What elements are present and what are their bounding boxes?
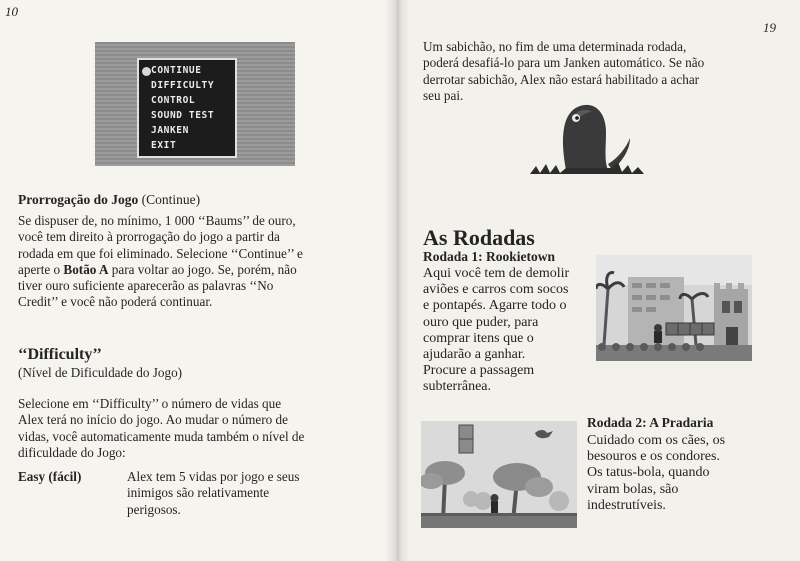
easy-label: Easy (fácil) (18, 469, 82, 484)
menu-item-control: CONTROL (151, 95, 196, 106)
round1-description (423, 266, 593, 396)
button-a-label: Botão A (63, 261, 109, 277)
page-number-left: 10 (5, 4, 18, 19)
menu-item-continue: CONTINUE (151, 65, 202, 76)
text-line: Se dispuser de, no mínimo, 1 000 ‘‘Baums’’ de ouro, (18, 213, 296, 228)
text-line: dificuldade do Jogo: (18, 444, 126, 460)
difficulty-subheading: (Nível de Dificuldade do Jogo) (18, 365, 183, 380)
round2-title: Rodada 2: A Pradaria (587, 415, 714, 430)
book-gutter (385, 0, 409, 561)
text-line: seu pai. (423, 87, 464, 103)
text-line: subterrânea. (423, 379, 492, 395)
text-line: Alex terá no início do jogo. Ao mudar o número de (18, 412, 288, 428)
text-line: comprar itens que o (423, 330, 534, 346)
difficulty-heading: ‘‘Difficulty’’ (18, 346, 102, 363)
continue-paragraph (18, 213, 368, 311)
menu-item-sound-test: SOUND TEST (151, 110, 215, 121)
text-span: aperte o (18, 261, 64, 277)
text-line: ouro que puder, para (423, 314, 539, 330)
round2-screenshot (421, 421, 577, 528)
janken-paragraph (423, 39, 793, 104)
text-line: poderá desafiá-lo para um Janken automático. Se não (423, 55, 705, 71)
text-line: aviões e carros com socos (423, 282, 569, 298)
easy-description (127, 469, 367, 518)
round2-description (587, 433, 792, 514)
text-line: Credit’’ e você não poderá continuar. (18, 294, 213, 310)
menu-cursor-icon (142, 67, 151, 76)
text-line: inimigos são relativamente (127, 485, 270, 501)
text-line: perigosos. (127, 501, 181, 517)
text-line: besouros e os condores. (587, 449, 720, 465)
text-line: Selecione em ‘‘Difficulty’’ o número de vidas que (18, 396, 282, 411)
text-line: derrotar sabichão, Alex não estará habilitado a achar (423, 71, 700, 87)
page-number-right: 19 (763, 20, 776, 35)
menu-box (137, 58, 237, 158)
round1-screenshot (596, 255, 752, 361)
text-line: ajudarão a ganhar. (423, 347, 526, 363)
text-line: Os tatus-bola, quando (587, 465, 710, 481)
menu-item-difficulty: DIFFICULTY (151, 80, 215, 91)
menu-screenshot (95, 42, 295, 166)
text-line: e pontapés. Agarre todo o (423, 298, 567, 314)
continue-heading (18, 192, 200, 208)
text-line: viram bolas, são (587, 481, 679, 497)
text-line: você tem direito à prorrogação do jogo a partir da (18, 229, 280, 245)
difficulty-paragraph (18, 396, 368, 461)
continue-heading-rest: (Continue) (138, 192, 201, 207)
text-line: Um sabichão, no fim de uma determinada rodada, (423, 39, 687, 54)
section-title: As Rodadas (423, 225, 535, 250)
text-line: Aqui você tem de demolir (423, 266, 570, 281)
text-line: vidas, você automaticamente muda também o nível de (18, 428, 305, 444)
mascot-illustration (526, 98, 656, 178)
text-span: para voltar ao jogo. Se, porém, não (108, 261, 297, 277)
text-line: Procure a passagem (423, 363, 535, 379)
continue-heading-bold: Prorrogação do Jogo (18, 192, 139, 207)
text-line: rodada em que foi eliminado. Selecione ‘‘Continue’’ e (18, 245, 303, 261)
menu-item-exit: EXIT (151, 140, 177, 151)
text-line: Alex tem 5 vidas por jogo e seus (127, 469, 300, 484)
text-line: Cuidado com os cães, os (587, 433, 726, 448)
round1-title: Rodada 1: Rookietown (423, 249, 556, 264)
text-line: indestrutíveis. (587, 497, 666, 513)
text-line (18, 262, 368, 278)
menu-item-janken: JANKEN (151, 125, 189, 136)
text-line: tiver ouro suficiente aparecerão as palavras ‘‘No (18, 278, 274, 294)
